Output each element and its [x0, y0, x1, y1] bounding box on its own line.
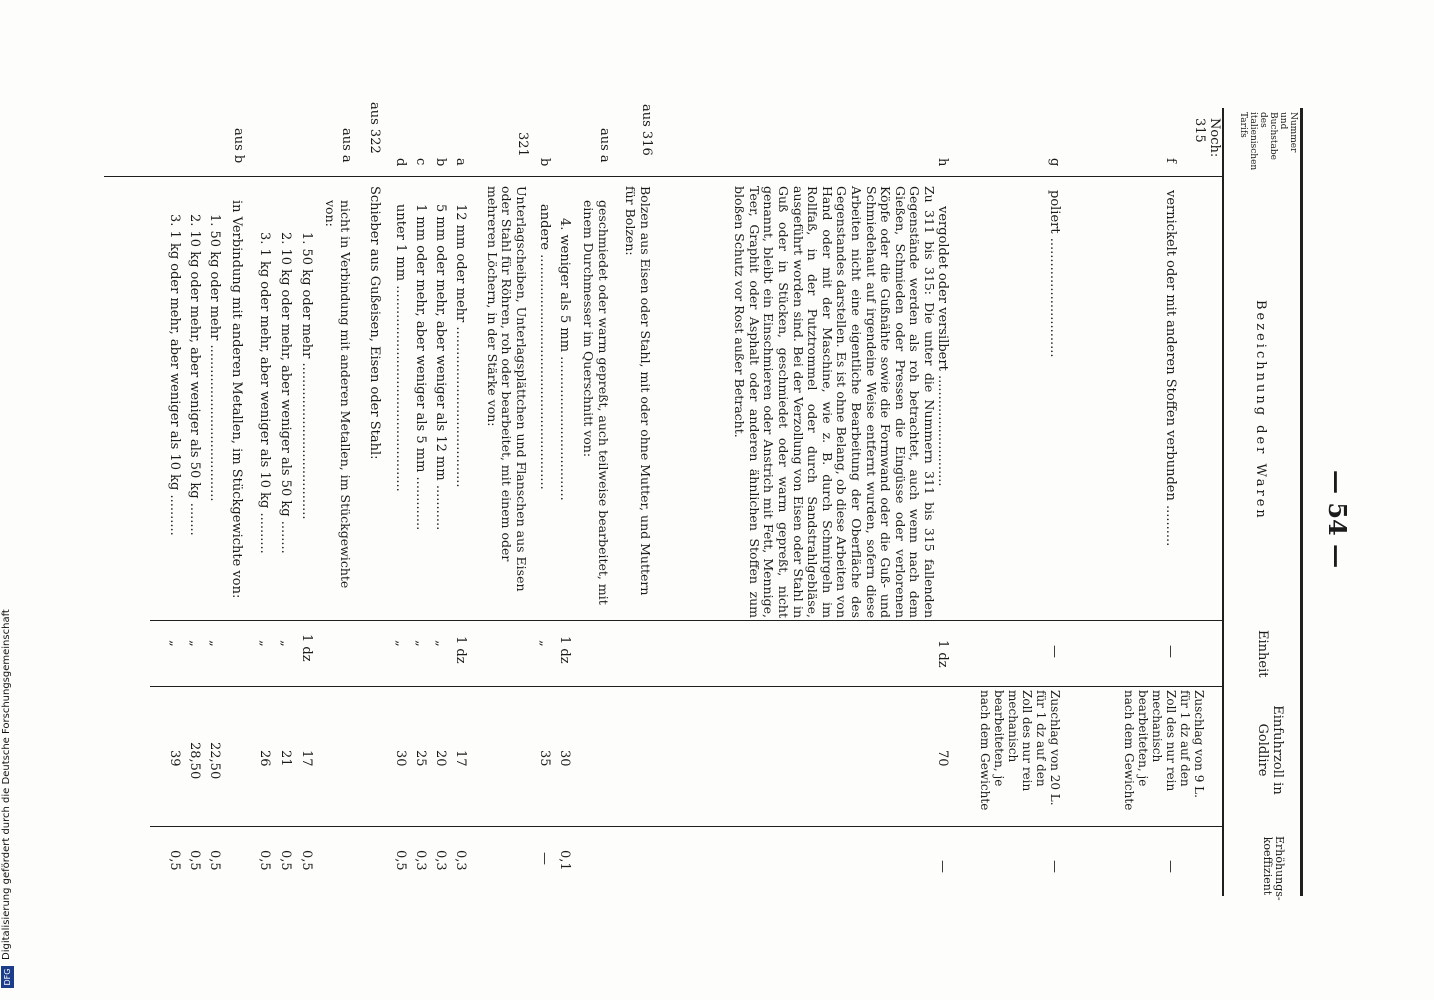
- b322-b3-duty: 39: [167, 750, 182, 767]
- b316-b-unit: „: [537, 640, 552, 647]
- b322-a3: 3. 1 kg oder mehr, aber weniger als 10 kg ..........: [257, 232, 272, 554]
- b322-a3-coeff: 0,5: [257, 850, 272, 871]
- row-g-coeff: —: [1047, 860, 1062, 873]
- b322-a3-unit: „: [257, 640, 272, 647]
- b316-a4-duty: 30: [557, 750, 572, 767]
- hdr-duty-text: Einfuhrzoll in Goldlire: [1255, 705, 1285, 795]
- b316-b-letter: b: [537, 158, 552, 167]
- hdr-desc: Bezeichnung der Waren: [1253, 300, 1268, 521]
- b322-b2-unit: „: [187, 640, 202, 647]
- b321-b-letter: b: [433, 158, 448, 167]
- b322-a1: 1. 50 kg oder mehr ......................................: [299, 232, 314, 520]
- b321-b-text: 5 mm oder mehr, aber weniger als 12 mm ...........: [433, 204, 448, 531]
- row-f-duty-text: Zuschlag von 9 L. für 1 dz auf den Zoll des nur rein mechanisch bearbeiteten, je nach dem Gewichte: [1122, 690, 1206, 811]
- b316-num: aus 316: [639, 104, 654, 156]
- row-f-coeff: —: [1163, 860, 1178, 873]
- note-311-315: [732, 186, 936, 618]
- hdr-coeff: [1261, 836, 1286, 901]
- rule-number-col: [104, 176, 1222, 177]
- b322-a3-duty: 26: [257, 750, 272, 767]
- b322-b1-duty: 22,50: [207, 742, 222, 780]
- b321-c-duty: 25: [413, 750, 428, 767]
- b321-a-coeff: 0,3: [453, 850, 468, 871]
- hdr-number-text: Nummer und Buchstabe des italienischen Tarifs: [1238, 112, 1298, 171]
- b321-b-duty: 20: [433, 750, 448, 767]
- b321-num: 321: [515, 132, 530, 157]
- row-f-number: Noch: 315: [1192, 118, 1222, 158]
- b322-a1-duty: 17: [299, 750, 314, 767]
- b321-intro: [484, 186, 528, 618]
- b321-d-duty: 30: [393, 750, 408, 767]
- b321-c-letter: c: [413, 158, 428, 166]
- b322-a-text-span: nicht in Verbindung mit anderen Metallen, im Stückgewichte von:: [323, 200, 353, 589]
- b316-a-num: aus a: [597, 128, 612, 163]
- b321-d-coeff: 0,5: [393, 850, 408, 871]
- b321-c-coeff: 0,3: [413, 850, 428, 871]
- b316-a4-coeff: 0,1: [557, 850, 572, 871]
- b321-b-unit: „: [433, 640, 448, 647]
- b321-b-coeff: 0,3: [433, 850, 448, 871]
- rule-duty-coeff: [150, 826, 1222, 827]
- row-f-letter: f: [1163, 158, 1178, 163]
- b322-a2-unit: „: [278, 640, 293, 647]
- b322-a-text: [323, 200, 352, 616]
- rule-header-sep: [1222, 108, 1224, 896]
- b321-a-letter: a: [453, 158, 468, 166]
- b322-b3-coeff: 0,5: [167, 850, 182, 871]
- b321-intro-text: Unterlagscheiben, Unterlagsplättchen und Flanschen aus Eisen oder Stahl für Röhren, roh oder bearbeitet, mit einem oder mehreren Löchern, in der Stärke von:: [484, 186, 529, 592]
- b316-b-coeff: —: [537, 852, 552, 865]
- b316-intro-text: Bolzen aus Eisen oder Stahl, mit oder ohne Mutter, und Muttern für Bolzen:: [623, 186, 653, 596]
- b322-b-num: aus b: [231, 128, 246, 164]
- b321-a-unit: 1 dz: [453, 636, 468, 664]
- b322-a1-unit: 1 dz: [299, 634, 314, 662]
- page-number-visual: — 54 —: [1323, 470, 1352, 569]
- dfg-logo: DFG: [1, 966, 14, 988]
- b321-d-text: unter 1 mm ..................................................: [393, 204, 408, 492]
- rule-right-thick: [1300, 108, 1303, 896]
- row-h-duty: 70: [935, 750, 950, 767]
- row-h-coeff: —: [935, 860, 950, 873]
- b322-b3-unit: „: [167, 640, 182, 647]
- row-h-desc: vergoldet oder versilbert ...........................: [935, 206, 950, 487]
- b322-b3: 3. 1 kg oder mehr, aber weniger als 10 kg ..........: [167, 214, 182, 536]
- b322-num: aus 322: [367, 102, 382, 154]
- b316-b-text: andere .........................................................: [537, 204, 552, 490]
- b322-b-text: in Verbindung mit anderen Metallen, im Stückgewichte von:: [229, 200, 244, 599]
- b316-b-duty: 35: [537, 750, 552, 767]
- row-g-unit: —: [1047, 645, 1062, 658]
- b322-a-num: aus a: [339, 128, 354, 163]
- b322-b2: 2. 10 kg oder mehr, aber weniger als 50 kg ........: [187, 214, 202, 536]
- b316-a4-unit: 1 dz: [557, 636, 572, 664]
- row-h-letter: h: [935, 158, 950, 167]
- row-g-letter: g: [1047, 158, 1062, 167]
- row-g-duty-text: Zuschlag von 20 L. für 1 dz auf den Zoll des nur rein mechanisch bearbeiteten, je nach dem Gewichte: [978, 690, 1062, 811]
- b321-d-unit: „: [393, 640, 408, 647]
- b321-a-duty: 17: [453, 750, 468, 767]
- digitization-note: [0, 0, 16, 990]
- note-311-315-text: Zu 311 bis 315: Die unter die Nummern 311 bis 315 fallenden Gegenstände werden als roh betrachtet, auch wenn nach dem Gießen, Schmieden oder Pressen die Eingüsse oder verlorenen Köpfe oder die Gußnähte sowie die Formwand oder die Guß- und Schmiedehaut auf irgendeine Weise entfernt wurden, sofern diese Arbeiten nicht eine eigentliche Bearbeitung der Oberfläche des Gegenstandes darstellen. Es ist ohne Belang, ob diese Arbeiten von Hand oder mit der Maschine, wie z. B. durch Schmirgeln im Rollfaß, in der Putztrommel oder durch Sandstrahlgebläse, ausgeführt worden sind. Bei der Verzollung von Eisen oder Stahl in Guß oder in Stücken, geschmiedet oder warm gepreßt, nicht genannt, bleibt ein Einschmieren oder Anstrich mit Fett, Mennige, Teer, Graphit oder Asphalt oder anderen ähnlichen Stoffen zum bloßen Schutz vor Rost außer Betracht.: [732, 186, 937, 618]
- b322-a2-duty: 21: [278, 750, 293, 767]
- b322-b1-unit: „: [207, 640, 222, 647]
- b322-b1-coeff: 0,5: [207, 850, 222, 871]
- rule-unit-duty: [150, 686, 1222, 687]
- hdr-number: [1238, 112, 1298, 172]
- b322-intro: Schieber aus Gußeisen, Eisen oder Stahl:: [367, 186, 382, 460]
- b321-c-unit: „: [413, 640, 428, 647]
- row-f-desc: vernickelt oder mit anderen Stoffen verbunden ..........: [1163, 190, 1178, 547]
- hdr-unit: Einheit: [1255, 630, 1270, 678]
- b321-a-text: 12 mm oder mehr .......................................: [453, 204, 468, 488]
- b322-b1: 1. 50 kg oder mehr ......................................: [207, 214, 222, 502]
- b316-a4: 4. weniger als 5 mm ...................................: [557, 218, 572, 501]
- b316-a-text-span: geschmiedet oder warm gepreßt, auch teilweise bearbeitet, mit einem Durchmesser im Querschnitt von:: [581, 200, 611, 605]
- b322-b2-coeff: 0,5: [187, 850, 202, 871]
- hdr-coeff-text: Erhöhungs-koeffizient: [1261, 836, 1286, 901]
- b316-intro: [623, 186, 652, 618]
- row-f-unit: —: [1163, 645, 1178, 658]
- b321-d-letter: d: [393, 158, 408, 167]
- b322-a1-coeff: 0,5: [299, 850, 314, 871]
- row-h-unit: 1 dz: [935, 640, 950, 668]
- b321-c-text: 1 mm oder mehr, aber weniger als 5 mm .............: [413, 204, 428, 531]
- digitization-text: Digitalisierung gefördert durch die Deutsche Forschungsgemeinschaft: [1, 609, 12, 960]
- row-g-desc: poliert .............................: [1047, 190, 1062, 358]
- row-g-duty: [978, 690, 1062, 812]
- b316-a-text: [581, 200, 610, 616]
- b322-a2-coeff: 0,5: [278, 850, 293, 871]
- hdr-duty: [1255, 690, 1285, 810]
- b322-a2: 2. 10 kg oder mehr, aber weniger als 50 kg ........: [278, 232, 293, 554]
- rule-desc-unit: [150, 620, 1222, 621]
- row-f-duty: [1122, 690, 1206, 812]
- b322-b2-duty: 28,50: [187, 742, 202, 780]
